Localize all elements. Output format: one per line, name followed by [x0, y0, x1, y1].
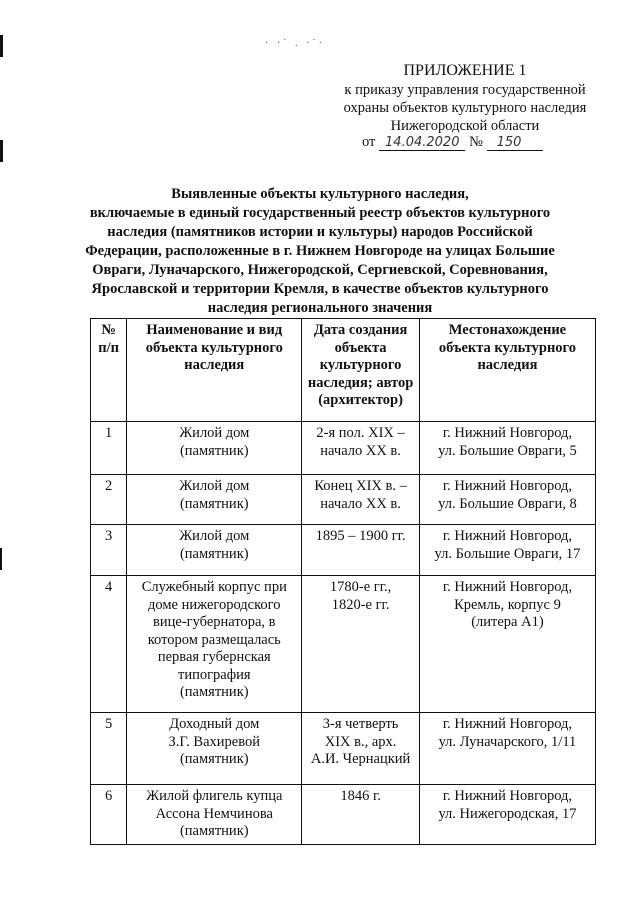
appendix-header	[300, 62, 630, 135]
cell-number: 5	[91, 713, 127, 785]
scan-margin-mark	[0, 548, 2, 570]
table-row	[91, 422, 596, 475]
cell-date: Конец XIX в. – начало XX в.	[302, 475, 420, 525]
title-line: включаемые в единый государственный реестр объектов культурного	[89, 205, 551, 221]
document-title	[80, 185, 560, 318]
title-line: Ярославской и территории Кремля, в качестве объектов культурного	[91, 281, 549, 297]
header-name: Наименование и вид объекта культурного наследия	[127, 319, 302, 422]
title-line: наследия регионального значения	[207, 300, 433, 316]
cell-number: 1	[91, 422, 127, 475]
cell-location: г. Нижний Новгород, ул. Нижегородская, 17	[419, 785, 595, 845]
header-location: Местонахождение объекта культурного наследия	[419, 319, 595, 422]
from-label: от	[362, 134, 376, 150]
title-line: Федерации, расположенные в г. Нижнем Новгороде на улицах Большие	[85, 243, 555, 259]
appendix-line: охраны объектов культурного наследия	[343, 100, 587, 116]
cell-name: Жилой флигель купца Ассона Немчинова (памятник)	[127, 785, 302, 845]
cell-name: Жилой дом (памятник)	[127, 525, 302, 576]
title-line: Выявленные объекты культурного наследия,	[171, 186, 469, 202]
table-row	[91, 525, 596, 576]
cell-location: г. Нижний Новгород, ул. Большие Овраги, 17	[419, 525, 595, 576]
cell-location: г. Нижний Новгород, ул. Большие Овраги, 5	[419, 422, 595, 475]
title-line: наследия (памятников истории и культуры) народов Российской	[107, 224, 533, 240]
cell-number: 3	[91, 525, 127, 576]
cell-date: 1780-е гг., 1820-е гг.	[302, 576, 420, 713]
cell-name: Жилой дом (памятник)	[127, 422, 302, 475]
table-row	[91, 713, 596, 785]
header-date-author: Дата создания объекта культурного наследия; автор (архитектор)	[302, 319, 420, 422]
handwritten-date: 14.04.2020	[379, 135, 465, 151]
appendix-heading: ПРИЛОЖЕНИЕ 1	[403, 62, 527, 79]
cell-name: Жилой дом (памятник)	[127, 475, 302, 525]
cell-location: г. Нижний Новгород, ул. Луначарского, 1/11	[419, 713, 595, 785]
cell-date: 3-я четверть XIX в., арх. А.И. Чернацкий	[302, 713, 420, 785]
cell-date: 1895 – 1900 гг.	[302, 525, 420, 576]
header-number: № п/п	[91, 319, 127, 422]
cell-name: Доходный дом З.Г. Вахиревой (памятник)	[127, 713, 302, 785]
order-date-number-line	[362, 134, 602, 151]
number-label: №	[469, 134, 483, 150]
table-row	[91, 576, 596, 713]
cell-number: 2	[91, 475, 127, 525]
table-row	[91, 475, 596, 525]
cell-location: г. Нижний Новгород, Кремль, корпус 9 (литера А1)	[419, 576, 595, 713]
handwritten-number: 150	[487, 135, 544, 151]
cell-number: 4	[91, 576, 127, 713]
cell-location: г. Нижний Новгород, ул. Большие Овраги, 8	[419, 475, 595, 525]
table-header-row	[91, 319, 596, 422]
cell-number: 6	[91, 785, 127, 845]
title-line: Овраги, Луначарского, Нижегородской, Сергиевской, Соревнования,	[92, 262, 548, 278]
appendix-line: к приказу управления государственной	[344, 82, 586, 98]
cell-date: 1846 г.	[302, 785, 420, 845]
scan-margin-mark	[0, 35, 3, 57]
cell-date: 2-я пол. XIX – начало XX в.	[302, 422, 420, 475]
heritage-objects-table	[90, 318, 596, 845]
appendix-line: Нижегородской области	[390, 118, 540, 134]
scan-margin-mark	[0, 140, 3, 162]
cell-name: Служебный корпус при доме нижегородского вице-губернатора, в котором размещалась первая губернская типография (памятник)	[127, 576, 302, 713]
table-row	[91, 785, 596, 845]
scan-specks: · ·˙ . ·˙·	[265, 38, 325, 49]
